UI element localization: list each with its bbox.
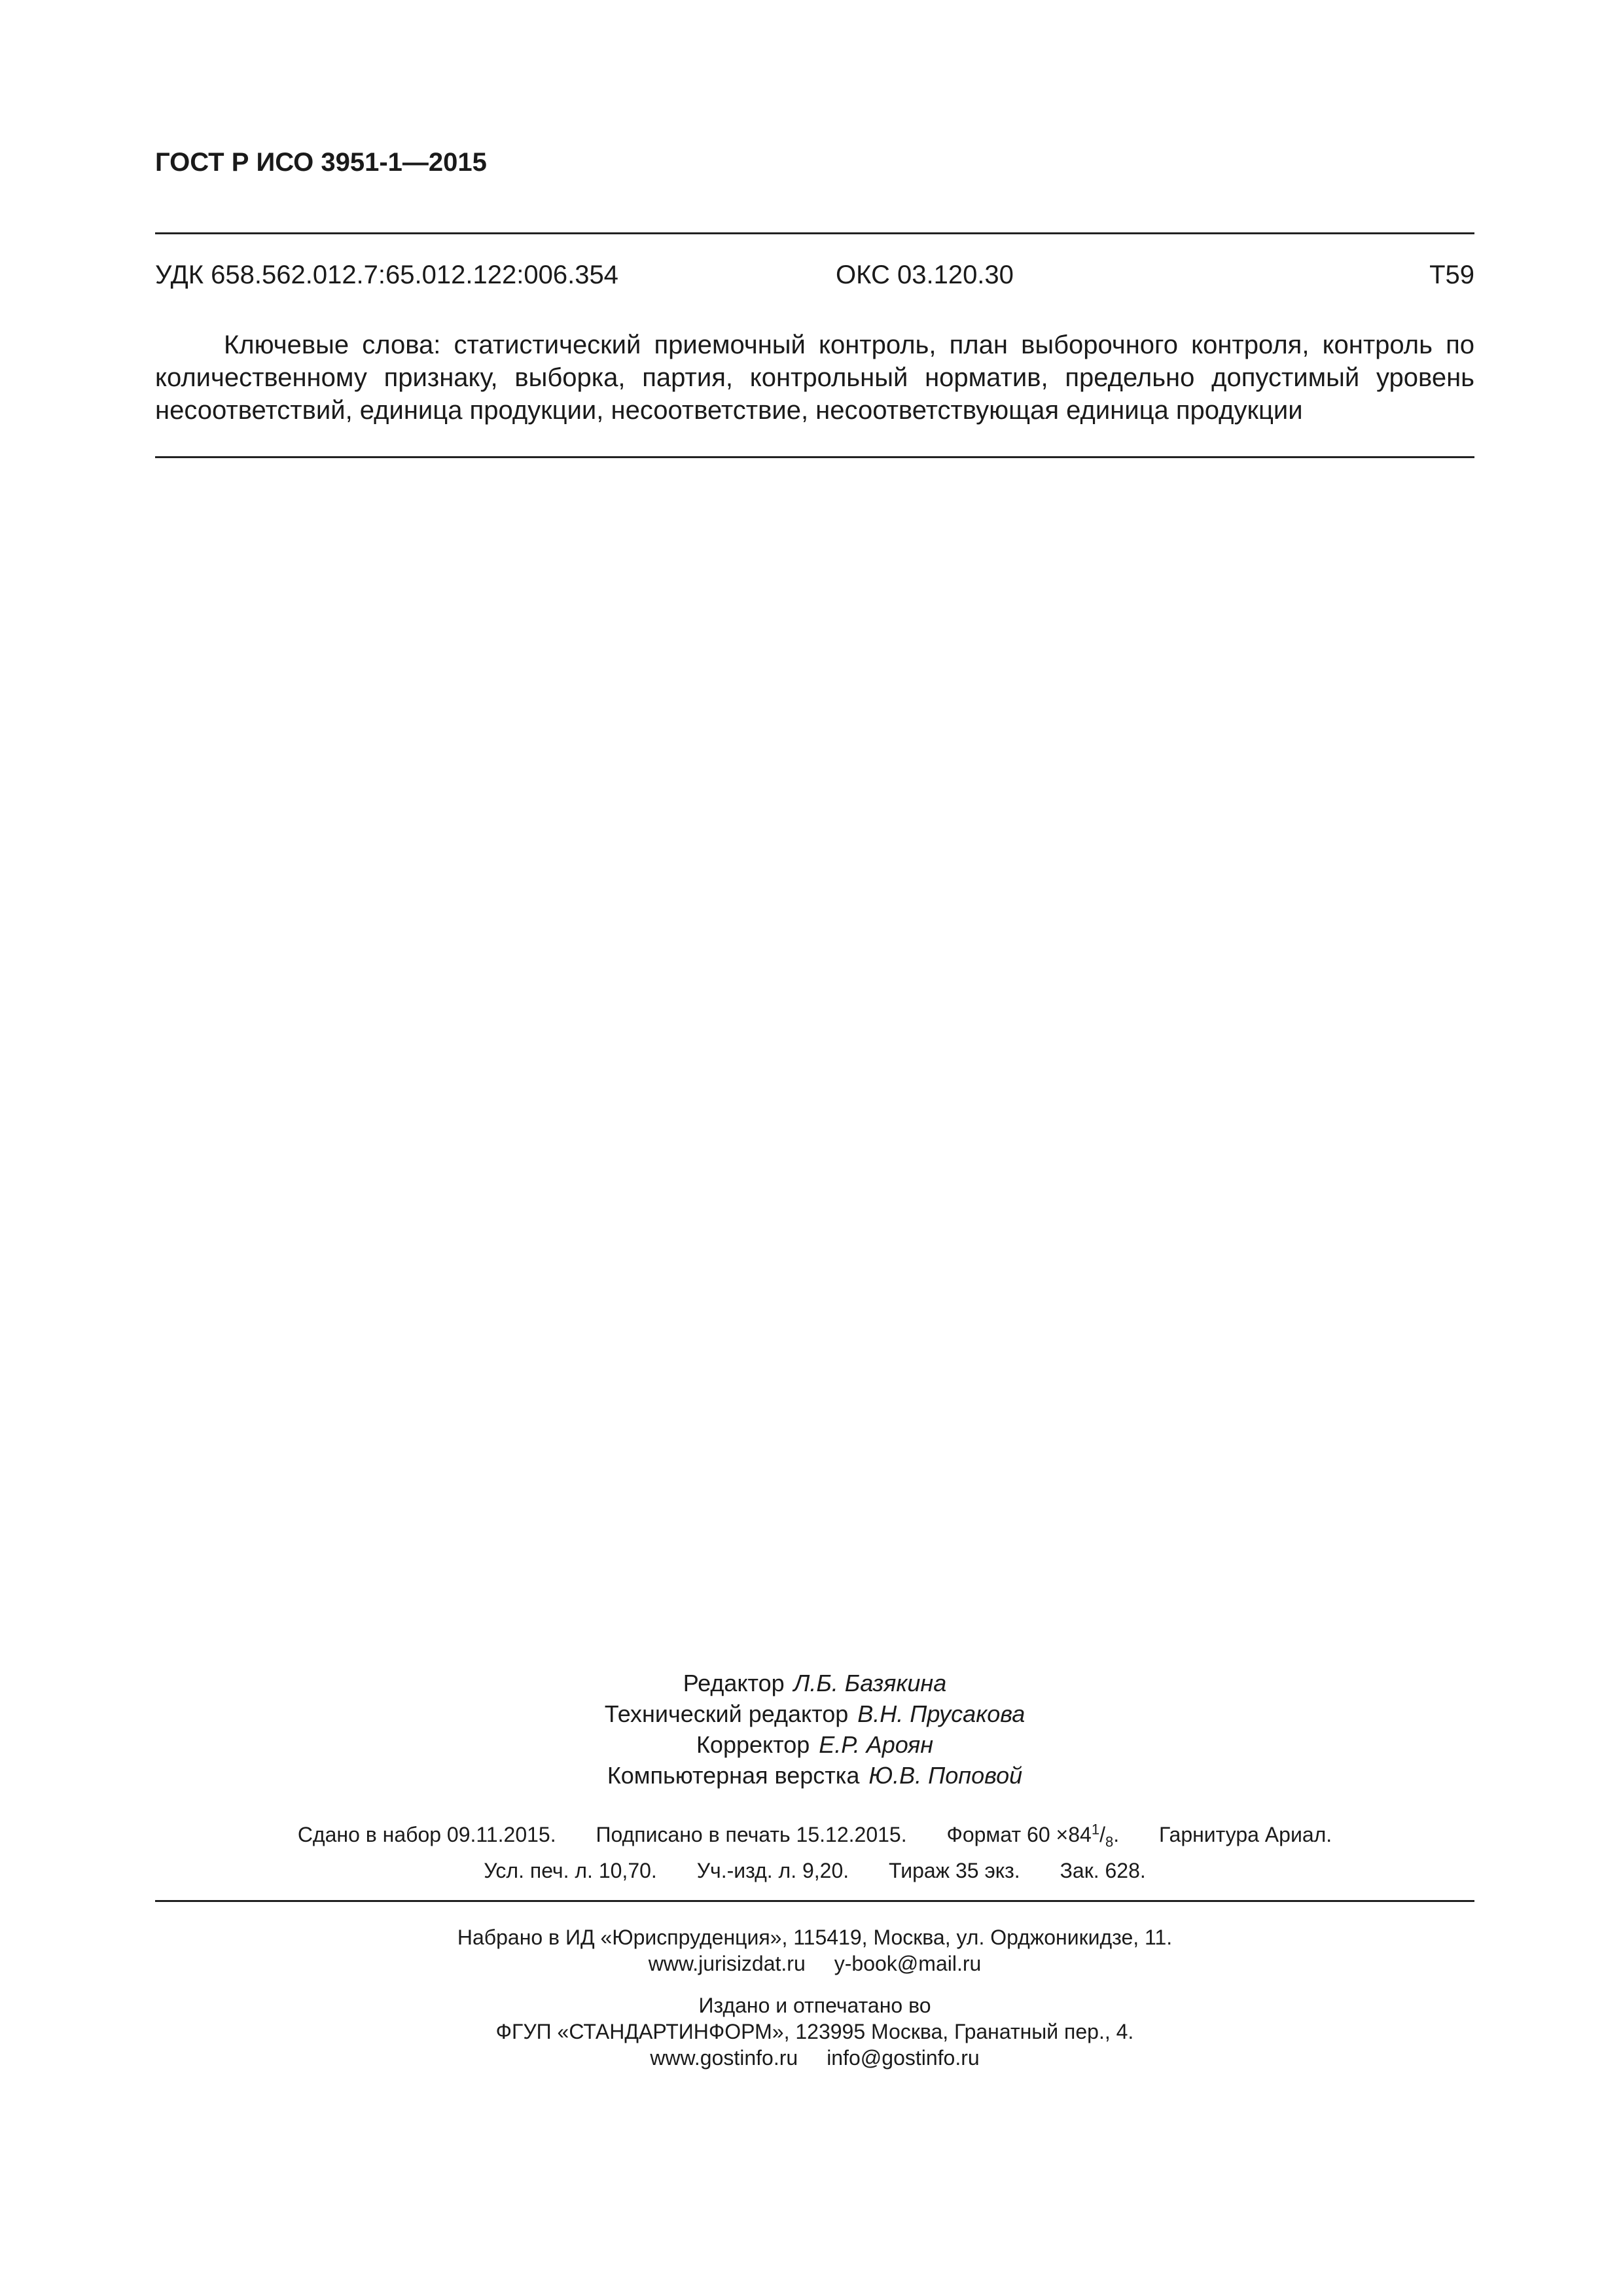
circulation: Тираж 35 экз. [889,1859,1020,1882]
credit-tech-editor [155,1698,1474,1729]
paper-format: Формат $60 \times 84^1/_8$. [946,1821,1120,1850]
keywords-line-1: Ключевые слова: статистический приемочный контроль, план выборочного контроля, контроль по [224,331,1474,359]
print-info-line-2 [155,1859,1474,1883]
typeset-line: Набрано в ИД «Юриспруденция», 115419, Москва, ул. Орджоникидзе, 11. [457,1926,1173,1949]
typeset-block [155,1924,1474,1977]
udk-code: УДК 658.562.012.7:65.012.122:006.354 [155,260,618,289]
bottom-divider [155,1900,1474,1902]
credit-role: Технический редактор [604,1700,849,1727]
credit-role: Редактор [683,1670,785,1696]
credit-role: Компьютерная верстка [607,1762,860,1789]
publisher-contacts [155,2045,1474,2071]
typeset-website: www.jurisizdat.ru [648,1952,806,1975]
credit-editor [155,1668,1474,1698]
order-number: Зак. 628. [1060,1859,1146,1882]
publisher-line-1: Издано и отпечатано во [698,1994,931,2017]
credit-role: Корректор [696,1731,810,1758]
classification-row [155,260,1474,290]
typeset-email: y-book@mail.ru [834,1952,982,1975]
oks-code: ОКС 03.120.30 [836,260,1014,289]
credit-proofreader [155,1729,1474,1760]
keywords-paragraph [155,329,1474,427]
printed-sheets: Усл. печ. л. 10,70. [484,1859,657,1882]
keywords-line-3: несоответствий, единица продукции, несоответствие, несоответствующая единица продукции [155,396,1303,425]
edition-sheets: Уч.-изд. л. 9,20. [696,1859,849,1882]
credit-name: В.Н. Прусакова [857,1700,1026,1727]
credit-name: Е.Р. Ароян [819,1731,934,1758]
document-code: ГОСТ Р ИСО 3951-1—2015 [155,148,487,177]
print-info-line-1 [155,1821,1474,1850]
category-code: Т59 [1429,260,1474,289]
typeface: Гарнитура Ариал. [1158,1822,1332,1846]
credit-name: Л.Б. Базякина [793,1670,947,1696]
publisher-email: info@gostinfo.ru [827,2046,980,2070]
typeset-contacts [155,1950,1474,1977]
credit-layout [155,1760,1474,1791]
credits-block [155,1668,1474,1791]
signed-date: Подписано в печать 15.12.2015. [596,1822,907,1846]
publisher-website: www.gostinfo.ru [650,2046,798,2070]
top-divider [155,232,1474,234]
credit-name: Ю.В. Поповой [868,1762,1023,1789]
keywords-divider [155,456,1474,458]
keywords-line-2: количественному признаку, выборка, партия, контрольный норматив, предельно допустимый уровень [155,363,1474,392]
publisher-line-2: ФГУП «СТАНДАРТИНФОРМ», 123995 Москва, Гранатный пер., 4. [495,2020,1134,2043]
publisher-block [155,1992,1474,2071]
submitted-date: Сдано в набор 09.11.2015. [297,1822,556,1846]
